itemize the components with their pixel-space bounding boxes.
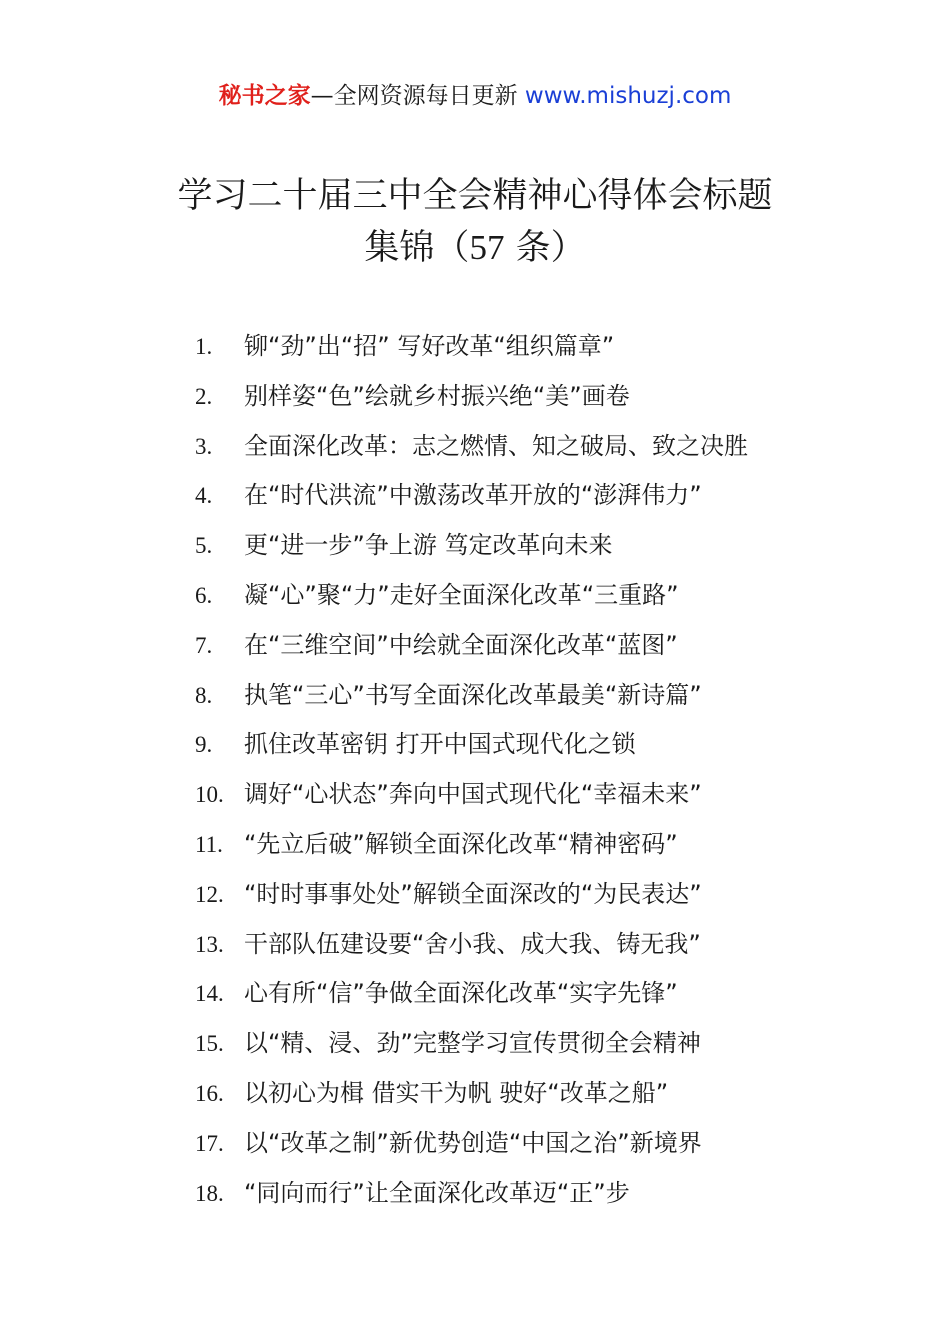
title-line-1: 学习二十届三中全会精神心得体会标题 xyxy=(177,176,773,216)
list-item-number: 7. xyxy=(195,632,213,658)
brand-name: 秘书之家 xyxy=(218,83,311,109)
list-item xyxy=(0,422,950,472)
list-item-number: 16. xyxy=(195,1080,224,1106)
title-line-2-prefix: 集锦（ xyxy=(364,228,470,268)
list-item-number: 6. xyxy=(195,582,213,608)
list-item xyxy=(0,322,950,372)
list-item-text: 在“时代洪流”中激荡改革开放的“澎湃伟力” xyxy=(244,481,702,510)
list-item-text: 心有所“信”争做全面深化改革“实字先锋” xyxy=(244,979,678,1008)
header-tagline: —全网资源每日更新 xyxy=(310,83,525,109)
list-item xyxy=(0,1069,950,1119)
list-item-number: 10. xyxy=(195,782,224,808)
list-item-text: 以“精、浸、劲”完整学习宣传贯彻全会精神 xyxy=(244,1029,701,1058)
list-item-text: 抓住改革密钥 打开中国式现代化之锁 xyxy=(244,730,636,759)
title-item-count: 57 xyxy=(469,228,505,267)
title-line-2-suffix: 条） xyxy=(504,228,586,268)
list-item-text: 调好“心状态”奔向中国式现代化“幸福未来” xyxy=(244,780,702,809)
list-item xyxy=(0,1169,950,1219)
list-item-text: “时时事事处处”解锁全面深改的“为民表达” xyxy=(244,879,702,908)
list-item-text: 在“三维空间”中绘就全面深化改革“蓝图” xyxy=(244,630,678,659)
list-item-number: 17. xyxy=(195,1130,224,1156)
list-item xyxy=(0,720,950,770)
list-item xyxy=(0,770,950,820)
list-item-text: 全面深化改革：志之燃情、知之破局、致之决胜 xyxy=(244,431,748,460)
list-item xyxy=(0,671,950,721)
list-item-text: 以“改革之制”新优势创造“中国之治”新境界 xyxy=(244,1128,702,1157)
list-item xyxy=(0,372,950,422)
list-item-text: 以初心为楫 借实干为帆 驶好“改革之船” xyxy=(244,1078,669,1107)
list-item xyxy=(0,820,950,870)
list-item-number: 3. xyxy=(195,433,213,459)
title-line-2 xyxy=(0,222,950,274)
list-item xyxy=(0,920,950,970)
list-item xyxy=(0,969,950,1019)
list-item-number: 11. xyxy=(195,831,223,857)
document-title xyxy=(0,170,950,274)
list-item-number: 5. xyxy=(195,533,213,559)
list-item-text: “先立后破”解锁全面深化改革“精神密码” xyxy=(244,829,678,858)
list-item-text: 铆“劲”出“招” 写好改革“组织篇章” xyxy=(244,332,615,360)
list-item xyxy=(0,571,950,621)
list-item xyxy=(0,870,950,920)
list-item-text: 别样姿“色”绘就乡村振兴绝“美”画卷 xyxy=(244,381,630,410)
list-item-number: 15. xyxy=(195,1031,224,1057)
list-item-text: 执笔“三心”书写全面深化改革最美“新诗篇” xyxy=(244,680,702,709)
list-item xyxy=(0,471,950,521)
list-item-number: 12. xyxy=(195,881,224,907)
list-item-number: 9. xyxy=(195,732,213,758)
list-item-number: 4. xyxy=(195,483,213,509)
list-item-text: 干部队伍建设要“舍小我、成大我、铸无我” xyxy=(244,929,701,958)
list-item xyxy=(0,521,950,571)
list-item-text: “同向而行”让全面深化改革迈“正”步 xyxy=(244,1178,630,1207)
site-header xyxy=(0,80,950,112)
list-item xyxy=(0,1119,950,1169)
list-item-number: 13. xyxy=(195,931,224,957)
list-item-number: 14. xyxy=(195,981,224,1007)
title-list xyxy=(0,322,950,1218)
list-item-number: 2. xyxy=(195,383,213,409)
list-item xyxy=(0,621,950,671)
site-url-link[interactable]: www.mishuzj.com xyxy=(524,83,732,109)
list-item-number: 1. xyxy=(195,334,213,359)
list-item-number: 8. xyxy=(195,682,213,708)
list-item-text: 凝“心”聚“力”走好全面深化改革“三重路” xyxy=(244,580,679,609)
list-item xyxy=(0,1019,950,1069)
list-item-text: 更“进一步”争上游 笃定改革向未来 xyxy=(244,531,613,560)
list-item-number: 18. xyxy=(195,1180,224,1206)
